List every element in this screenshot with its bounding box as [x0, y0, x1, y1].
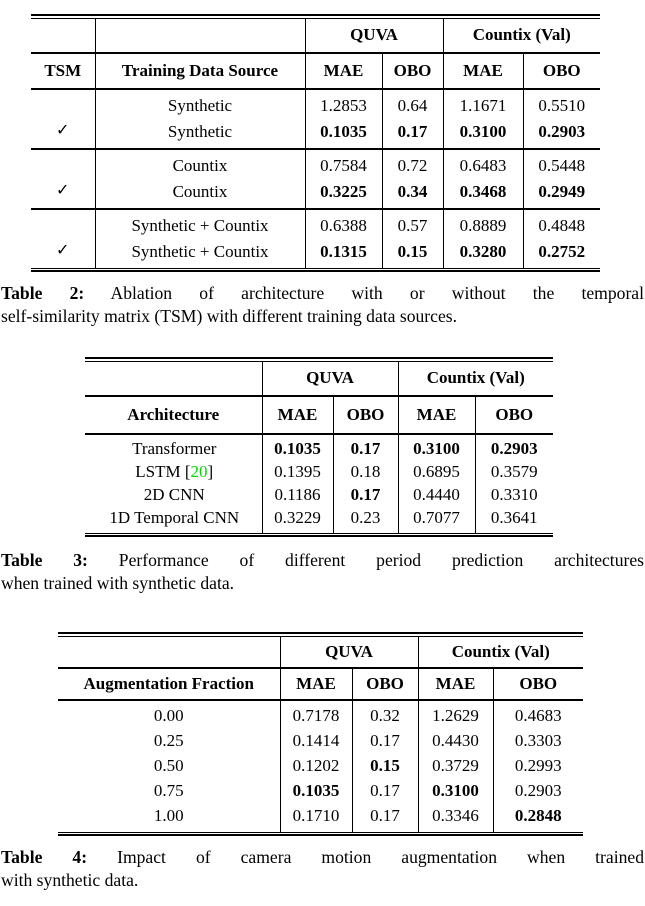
table-row — [31, 149, 600, 179]
obo-header: OBO — [333, 396, 398, 434]
obo-value: 0.18 — [333, 461, 398, 484]
mae-value: 0.6388 — [305, 209, 382, 239]
obo-value: 0.5510 — [523, 89, 600, 119]
table-row — [31, 239, 600, 268]
obo-header: OBO — [475, 396, 553, 434]
obo-header: OBO — [352, 668, 418, 700]
tsm-cell — [31, 149, 95, 179]
table-row — [58, 754, 583, 779]
mae-value: 0.3280 — [443, 239, 523, 268]
obo-value: 0.23 — [333, 507, 398, 533]
fraction-cell: 0.50 — [58, 754, 280, 779]
mae-value: 0.4440 — [398, 484, 475, 507]
obo-value: 0.2949 — [538, 181, 586, 201]
mae-value: 0.4430 — [418, 729, 493, 754]
obo-value: 0.57 — [382, 209, 443, 239]
mae-value: 1.2853 — [305, 89, 382, 119]
countix-header: Countix (Val) — [451, 641, 550, 661]
obo-header: OBO — [493, 668, 583, 700]
mae-value: 1.2629 — [418, 700, 493, 729]
mae-header: MAE — [443, 53, 523, 89]
source-cell: Synthetic — [95, 119, 305, 149]
obo-value: 0.2903 — [538, 121, 586, 141]
table-4-bottom-rule — [58, 832, 583, 837]
architecture-cell — [85, 461, 262, 484]
architecture-cell: Transformer — [85, 434, 262, 461]
mae-value: 0.7584 — [305, 149, 382, 179]
mae-value: 0.6483 — [443, 149, 523, 179]
table-row — [58, 804, 583, 832]
table-row — [31, 179, 600, 209]
caption-label: Table 2: — [1, 283, 85, 303]
obo-value: 0.5448 — [523, 149, 600, 179]
source-cell: Countix — [95, 179, 305, 209]
mae-value: 0.1710 — [280, 804, 352, 832]
mae-value: 0.1395 — [262, 461, 333, 484]
obo-value: 0.2848 — [514, 806, 562, 826]
countix-header: Countix (Val) — [426, 368, 525, 388]
table-row — [85, 484, 553, 507]
tsm-cell — [31, 89, 95, 119]
tsm-checkmark: ✓ — [31, 179, 95, 209]
quva-header: QUVA — [305, 19, 443, 53]
mae-value: 0.3100 — [443, 119, 523, 149]
quva-header: QUVA — [262, 362, 398, 396]
empty-cell — [58, 637, 280, 668]
caption-line — [1, 846, 644, 869]
mae-value: 0.3229 — [262, 507, 333, 533]
architecture-cell: 1D Temporal CNN — [85, 507, 262, 533]
caption-line: when trained with synthetic data. — [1, 573, 235, 594]
obo-value: 0.72 — [382, 149, 443, 179]
table-row — [58, 779, 583, 804]
obo-value: 0.17 — [352, 729, 418, 754]
augmentation-fraction-header: Augmentation Fraction — [58, 668, 280, 700]
tsm-cell — [31, 209, 95, 239]
caption-label: Table 4: — [1, 847, 88, 867]
empty-cell — [31, 19, 95, 53]
mae-value: 0.7077 — [398, 507, 475, 533]
table-2 — [31, 14, 600, 272]
obo-value: 0.17 — [382, 119, 443, 149]
empty-cell — [85, 362, 262, 396]
caption-line — [1, 549, 644, 572]
mae-value: 0.6895 — [398, 461, 475, 484]
source-cell: Synthetic + Countix — [95, 209, 305, 239]
obo-value: 0.32 — [352, 700, 418, 729]
table-4 — [58, 632, 583, 836]
countix-header: Countix (Val) — [472, 25, 571, 45]
quva-header: QUVA — [280, 637, 418, 668]
table-3 — [85, 357, 553, 537]
mae-value: 0.1035 — [262, 434, 333, 461]
empty-cell — [95, 19, 305, 53]
obo-value: 0.15 — [352, 754, 418, 779]
tsm-header: TSM — [31, 53, 95, 89]
mae-value: 0.7178 — [280, 700, 352, 729]
obo-header: OBO — [523, 53, 600, 89]
mae-value: 0.1315 — [305, 239, 382, 268]
mae-value: 0.3346 — [418, 804, 493, 832]
obo-value: 0.2993 — [514, 756, 562, 776]
obo-value: 0.4683 — [493, 700, 583, 729]
training-data-source-header: Training Data Source — [95, 53, 305, 89]
table-3-grid — [85, 362, 553, 533]
table-4-column-header-row — [58, 668, 583, 700]
caption-line: with synthetic data. — [1, 870, 139, 891]
mae-header: MAE — [305, 53, 382, 89]
table-row — [85, 507, 553, 533]
obo-value: 0.2903 — [514, 781, 562, 801]
table-row — [31, 119, 600, 149]
tsm-checkmark: ✓ — [31, 119, 95, 149]
caption-line — [1, 282, 644, 305]
architecture-cell: 2D CNN — [85, 484, 262, 507]
obo-value: 0.64 — [382, 89, 443, 119]
obo-value: 0.4848 — [523, 209, 600, 239]
fraction-cell: 0.25 — [58, 729, 280, 754]
obo-header: OBO — [382, 53, 443, 89]
fraction-cell: 0.00 — [58, 700, 280, 729]
mae-value: 0.1414 — [280, 729, 352, 754]
obo-value: 0.17 — [333, 484, 398, 507]
fraction-cell: 1.00 — [58, 804, 280, 832]
citation-link[interactable]: 20 — [190, 462, 208, 482]
table-2-bottom-rule — [31, 268, 600, 273]
table-row — [31, 89, 600, 119]
mae-value: 0.3100 — [418, 779, 493, 804]
caption-text: Ablation of architecture with or without the temporal — [84, 283, 645, 303]
table-3-dataset-header-row — [85, 362, 553, 396]
caption-text: Impact of camera motion augmentation when trained — [87, 847, 645, 867]
table-2-grid — [31, 19, 600, 268]
obo-value: 0.3303 — [514, 731, 562, 751]
architecture-label: LSTM [ — [135, 462, 191, 482]
mae-header: MAE — [418, 668, 493, 700]
obo-value: 0.17 — [352, 804, 418, 832]
mae-header: MAE — [280, 668, 352, 700]
table-row — [85, 461, 553, 484]
table-4-dataset-header-row — [58, 637, 583, 668]
table-3-bottom-rule — [85, 533, 553, 538]
caption-line: self-similarity matrix (TSM) with different training data sources. — [1, 306, 458, 327]
mae-value: 0.1035 — [280, 779, 352, 804]
obo-value: 0.2903 — [475, 434, 553, 461]
tsm-checkmark: ✓ — [31, 239, 95, 268]
source-cell: Synthetic — [95, 89, 305, 119]
mae-header: MAE — [398, 396, 475, 434]
obo-value: 0.34 — [382, 179, 443, 209]
obo-value: 0.17 — [333, 434, 398, 461]
table-row — [85, 434, 553, 461]
table-2-column-header-row — [31, 53, 600, 89]
source-cell: Countix — [95, 149, 305, 179]
table-row — [58, 729, 583, 754]
caption-label: Table 3: — [1, 550, 88, 570]
architecture-header: Architecture — [85, 396, 262, 434]
table-4-grid — [58, 637, 583, 832]
table-4-caption — [1, 846, 644, 893]
mae-value: 0.8889 — [443, 209, 523, 239]
obo-value: 0.3310 — [490, 485, 538, 505]
table-3-column-header-row — [85, 396, 553, 434]
mae-value: 0.3100 — [398, 434, 475, 461]
obo-value: 0.3579 — [490, 462, 538, 482]
table-2-dataset-header-row — [31, 19, 600, 53]
mae-value: 0.3729 — [418, 754, 493, 779]
table-3-caption — [1, 549, 644, 596]
architecture-label: ] — [207, 462, 214, 482]
fraction-cell: 0.75 — [58, 779, 280, 804]
mae-header: MAE — [262, 396, 333, 434]
mae-value: 0.1186 — [262, 484, 333, 507]
obo-value: 0.2752 — [538, 241, 586, 261]
table-row — [31, 209, 600, 239]
mae-value: 0.1035 — [305, 119, 382, 149]
obo-value: 0.15 — [382, 239, 443, 268]
obo-value: 0.17 — [352, 779, 418, 804]
caption-text: Performance of different period prediction architectures — [87, 550, 645, 570]
table-2-caption — [1, 282, 644, 329]
mae-value: 0.1202 — [280, 754, 352, 779]
mae-value: 0.3225 — [305, 179, 382, 209]
mae-value: 0.3468 — [443, 179, 523, 209]
source-cell: Synthetic + Countix — [95, 239, 305, 268]
table-row — [58, 700, 583, 729]
obo-value: 0.3641 — [490, 508, 538, 528]
mae-value: 1.1671 — [443, 89, 523, 119]
